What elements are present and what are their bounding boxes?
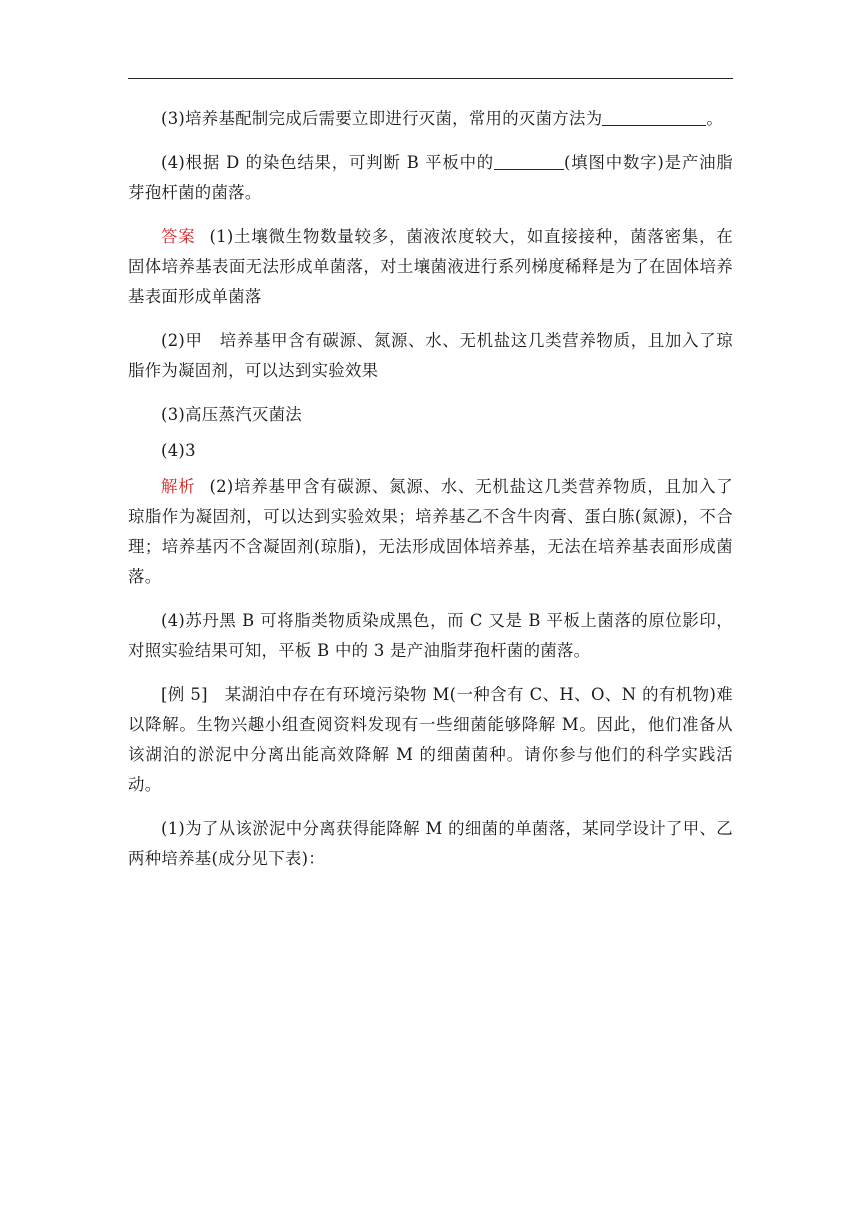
- question-4: (4)根据 D 的染色结果，可判断 B 平板中的 (填图中数字)是产油脂芽孢杆菌的菌落。: [128, 153, 733, 202]
- analysis-label: 解析: [161, 477, 196, 496]
- answer-blank: [494, 151, 564, 170]
- answer-3: (3)高压蒸汽灭菌法: [161, 405, 302, 424]
- analysis-2: 解析 (2)培养基甲含有碳源、氮源、水、无机盐这几类营养物质，且加入了琼脂作为凝固剂，可以达到实验效果；培养基乙不含牛肉膏、蛋白胨(氮源)，不合理；培养基丙不含凝固剂(琼脂)，无法形成固体培养基，无法在培养基表面形成菌落。: [128, 477, 733, 586]
- answer-2: (2)甲 培养基甲含有碳源、氮源、水、无机盐这几类营养物质，且加入了琼脂作为凝固剂，可以达到实验效果: [128, 331, 733, 380]
- answer-1: 答案 (1)土壤微生物数量较多，菌液浓度较大，如直接接种，菌落密集，在固体培养基表面无法形成单菌落，对土壤菌液进行系列梯度稀释是为了在固体培养基表面形成单菌落: [128, 227, 733, 306]
- example-5-question-1: (1)为了从该淤泥中分离获得能降解 M 的细菌的单菌落，某同学设计了甲、乙两种培养基(成分见下表)：: [128, 819, 733, 868]
- answer-blank: [602, 107, 706, 126]
- answer-4: (4)3: [161, 441, 196, 460]
- answer-label: 答案: [161, 227, 196, 246]
- example-5-intro: [例 5] 某湖泊中存在有环境污染物 M(一种含有 C、H、O、N 的有机物)难以降解。生物兴趣小组查阅资料发现有一些细菌能够降解 M。因此，他们准备从该湖泊的淤泥中分离出能高效降解 M 的细菌菌种。请你参与他们的科学实践活动。: [128, 685, 733, 794]
- question-3: (3)培养基配制完成后需要立即进行灭菌，常用的灭菌方法为 。: [161, 109, 724, 128]
- document-body: [128, 104, 733, 888]
- analysis-4: (4)苏丹黑 B 可将脂类物质染成黑色，而 C 又是 B 平板上菌落的原位影印，对照实验结果可知，平板 B 中的 3 是产油脂芽孢杆菌的菌落。: [128, 611, 733, 660]
- header-rule: [128, 78, 733, 79]
